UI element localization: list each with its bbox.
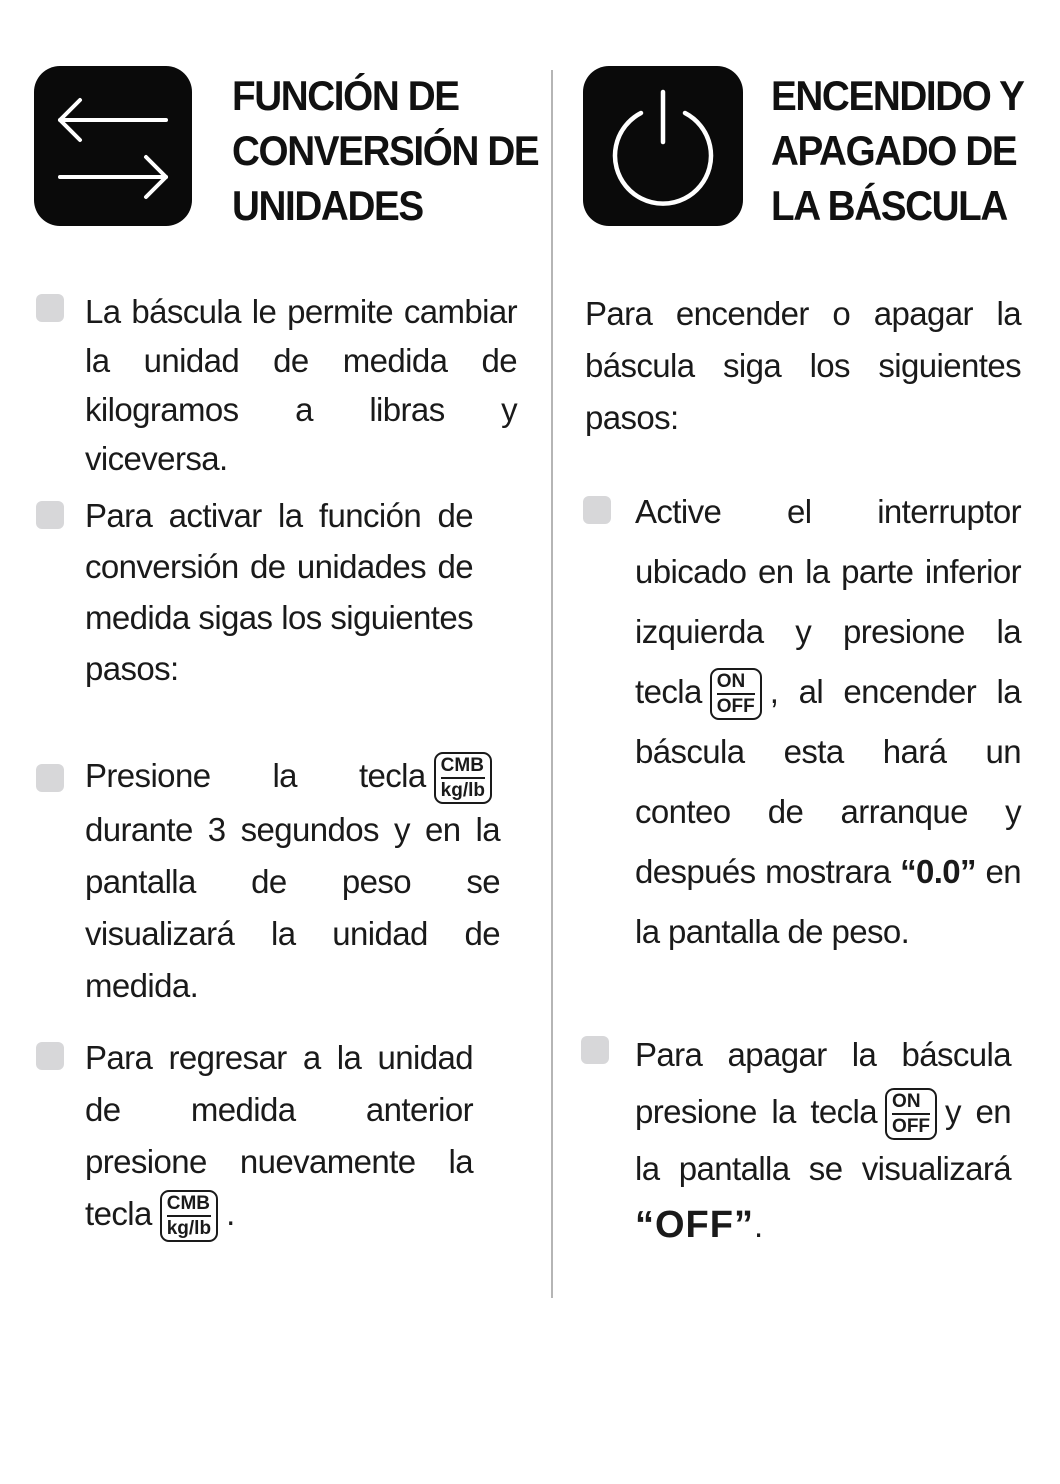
step-text: . — [226, 1195, 235, 1232]
bullet-marker — [36, 764, 64, 792]
step-text: y en la pantalla se visualizará — [635, 1093, 1011, 1188]
on-off-key — [885, 1088, 937, 1140]
heading-line: APAGADO DE — [771, 127, 1017, 174]
step-text: Para regresar a la unidad de medida anterior presione nuevamente la tecla — [85, 1039, 473, 1232]
key-bottom-label: kg/lb — [440, 780, 485, 802]
step-text: Active el interruptor ubicado en la parte inferior izquierda y presione la tecla — [635, 493, 1021, 710]
bullet-marker — [581, 1036, 609, 1064]
cmb-kglb-key — [434, 752, 492, 804]
step-text: . — [753, 1207, 763, 1245]
heading-line: CONVERSIÓN DE — [232, 127, 539, 174]
conversion-arrows-icon — [34, 66, 192, 226]
step-text: Para apagar la báscula presione la tecla — [635, 1036, 1011, 1130]
display-value: “0.0” — [900, 853, 976, 890]
bullet-marker — [36, 1042, 64, 1070]
power-heading — [771, 68, 1023, 233]
key-top-label: CMB — [441, 756, 485, 779]
display-value: “OFF” — [635, 1204, 754, 1247]
conversion-heading — [232, 68, 538, 233]
key-top-label: ON — [892, 1092, 930, 1115]
heading-line: UNIDADES — [232, 182, 423, 229]
column-divider — [551, 70, 553, 1298]
power-off-step-text — [635, 1026, 1011, 1254]
bullet-marker — [583, 496, 611, 524]
bullet-marker — [36, 294, 64, 322]
bullet-marker — [36, 501, 64, 529]
key-top-label: ON — [717, 672, 755, 695]
cmb-kglb-key — [160, 1190, 218, 1242]
key-bottom-label: OFF — [892, 1116, 931, 1138]
key-bottom-label: OFF — [716, 696, 755, 718]
heading-line: ENCENDIDO Y — [771, 72, 1024, 119]
power-icon — [583, 66, 743, 226]
key-bottom-label: kg/lb — [166, 1218, 212, 1240]
step-text: Presione la tecla — [85, 757, 426, 794]
step-text: , al encender la báscula esta hará un conteo de arranque y después mostrara — [635, 673, 1021, 890]
conversion-step-press-text — [85, 750, 500, 1012]
power-on-step-text — [635, 482, 1021, 962]
conversion-intro-text: La báscula le permite cambiar la unidad de medida de kilogramos a libras y viceversa. — [85, 293, 517, 477]
on-off-key — [710, 668, 762, 720]
conversion-step-return-text — [85, 1032, 473, 1242]
step-text: en la pantalla de peso. — [635, 853, 1021, 950]
conversion-activate-text: Para activar la función de conversión de unidades de medida sigas los siguientes pasos: — [85, 497, 473, 687]
key-top-label: CMB — [167, 1194, 211, 1217]
step-text: durante 3 segundos y en la pantalla de peso se visualizará la unidad de medida. — [85, 811, 500, 1005]
heading-line: FUNCIÓN DE — [232, 72, 459, 119]
power-intro-text: Para encender o apagar la báscula siga los siguientes pasos: — [585, 295, 1021, 436]
heading-line: LA BÁSCULA — [771, 182, 1007, 229]
